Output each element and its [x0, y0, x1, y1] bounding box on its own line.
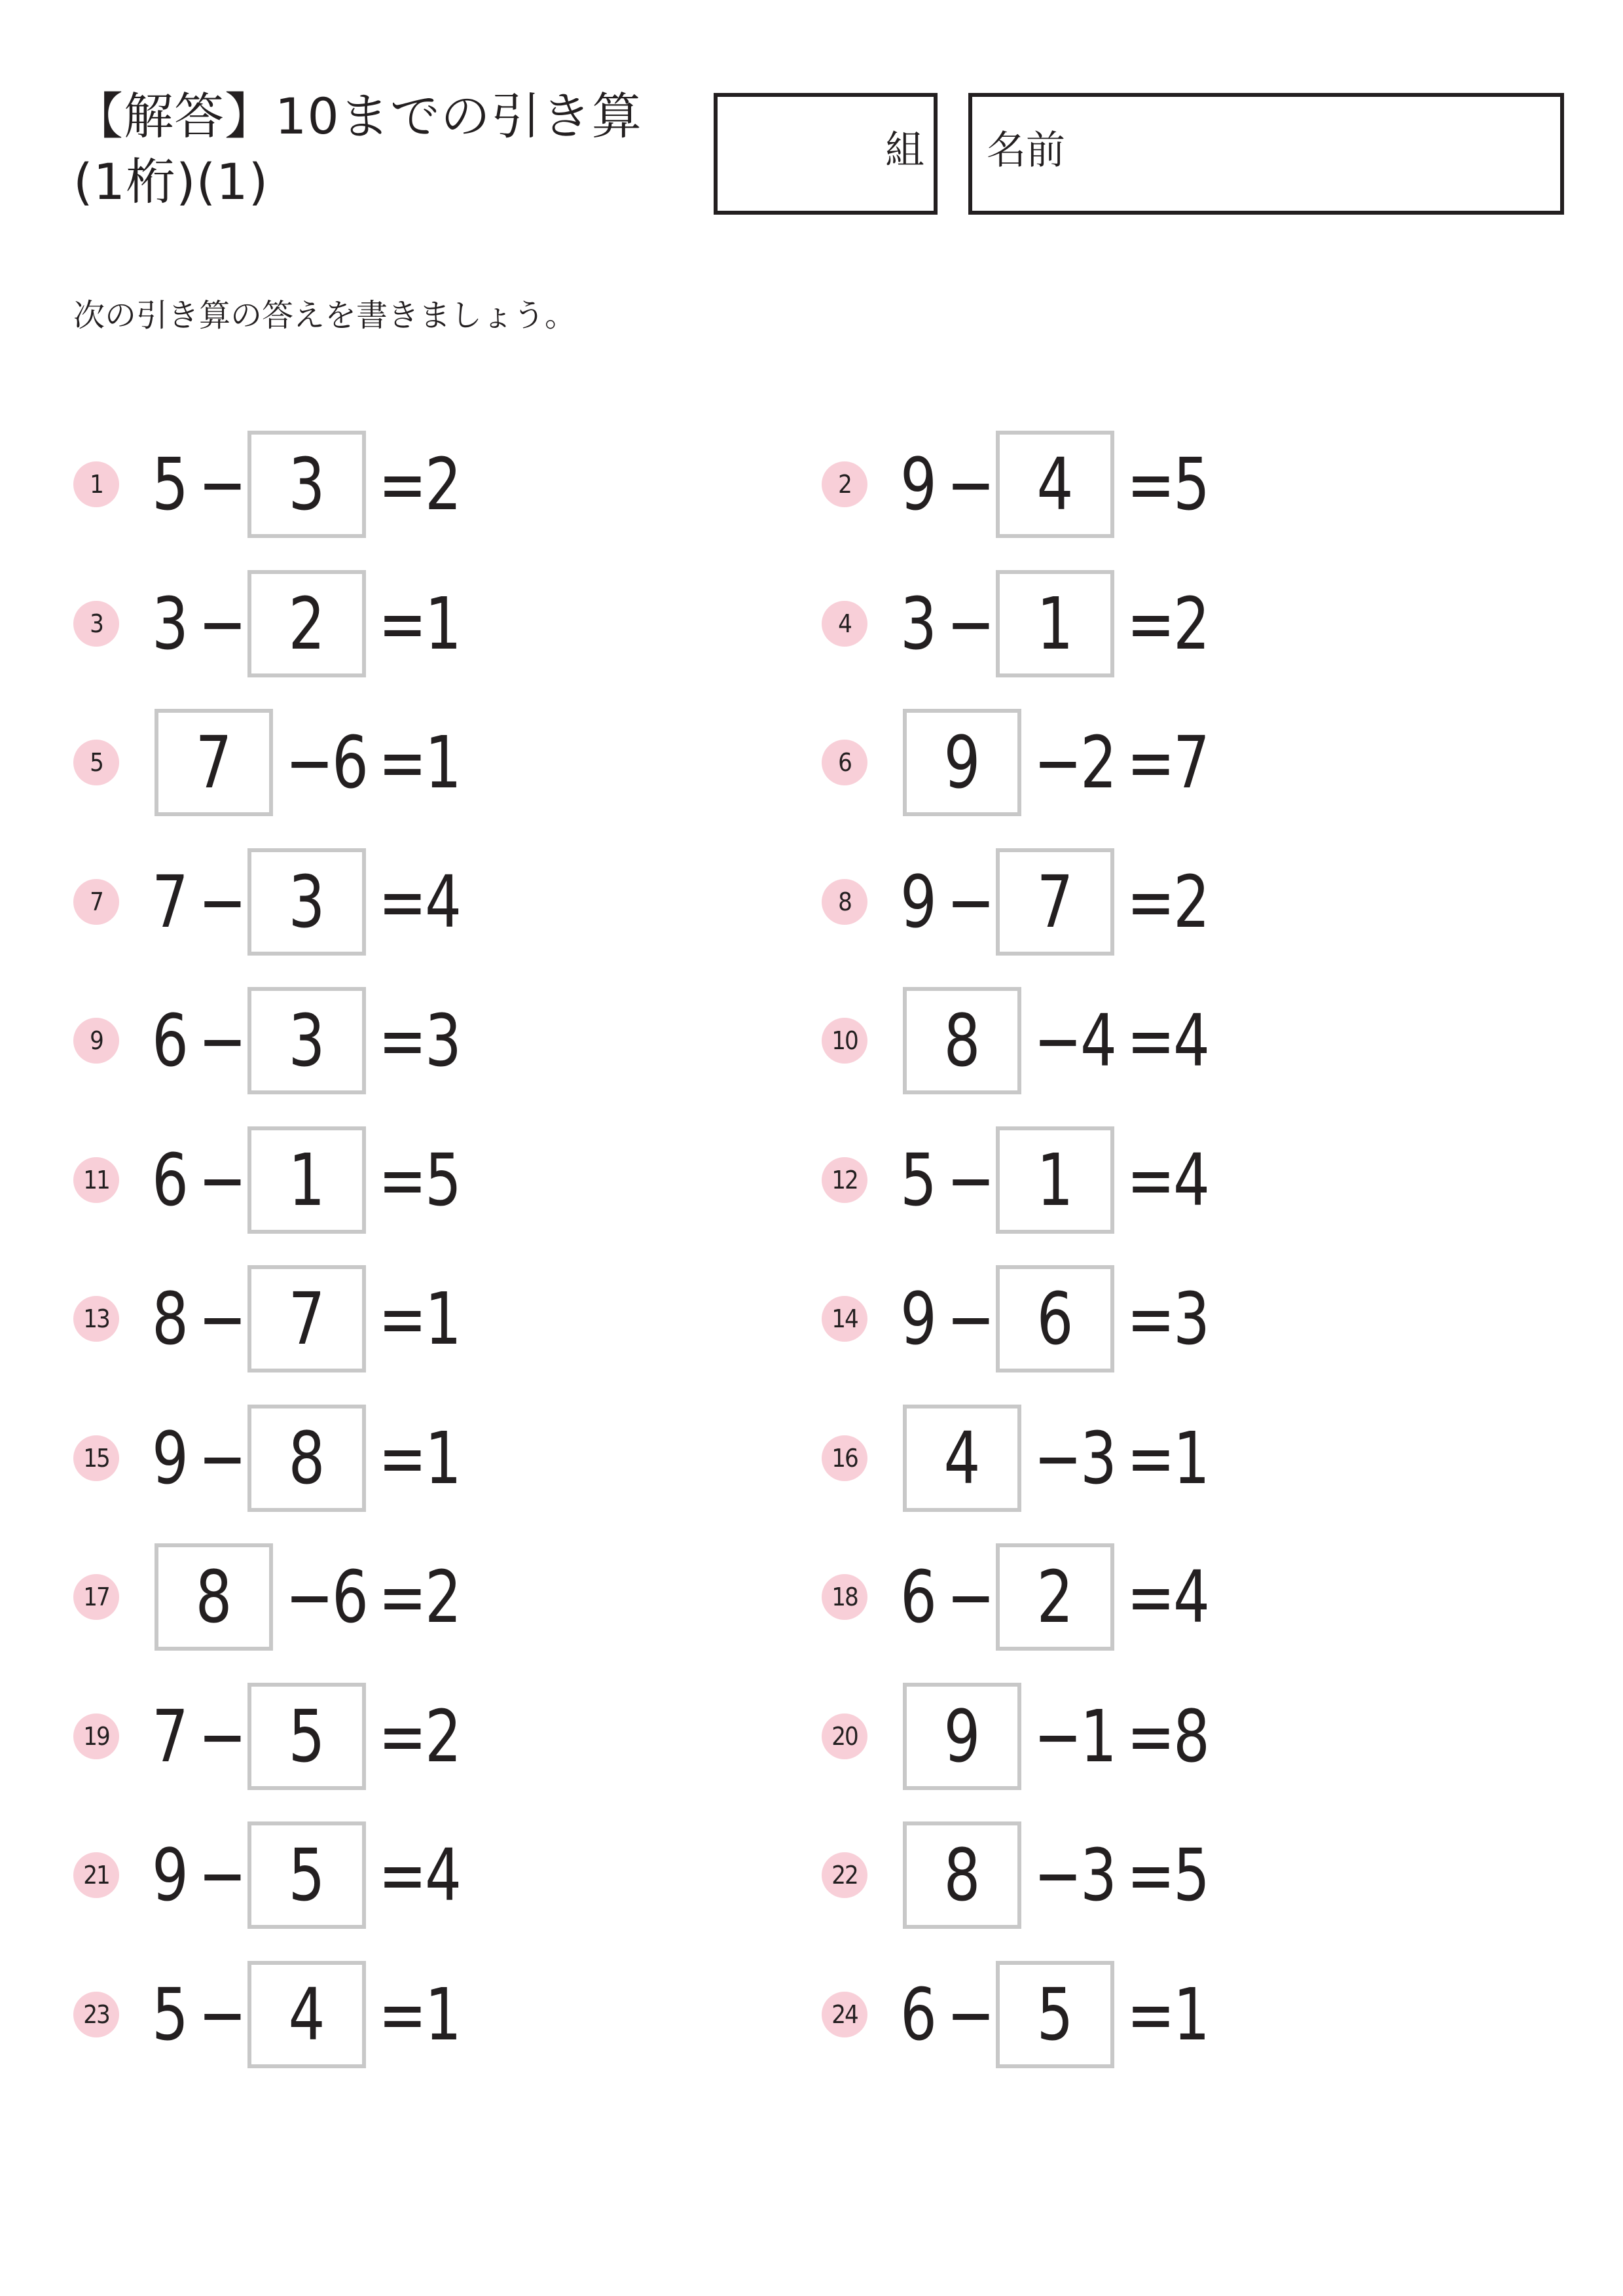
answer-value: 7: [1036, 859, 1074, 944]
problem-number-badge: 24: [822, 1992, 867, 2037]
minus-sign: −: [198, 1416, 247, 1500]
difference: 1: [1173, 1972, 1210, 2056]
answer-value: 5: [288, 1833, 325, 1917]
minus-sign: −: [947, 859, 995, 944]
difference: 4: [1173, 999, 1210, 1083]
minuend: 9: [900, 1277, 937, 1361]
answer-box[interactable]: [903, 1821, 1021, 1929]
equation: [895, 985, 1215, 1096]
equals-sign: =: [378, 1416, 427, 1500]
minus-sign: −: [947, 1138, 995, 1222]
equals-sign: =: [1127, 1972, 1175, 2056]
problem-number-badge: 23: [73, 1992, 119, 2037]
answer-box[interactable]: [247, 848, 366, 956]
answer-box[interactable]: [996, 1961, 1114, 2068]
problem-number-badge: 17: [73, 1574, 119, 1620]
minus-sign: −: [198, 1138, 247, 1222]
difference: 1: [1173, 1416, 1210, 1500]
difference: 3: [1173, 1277, 1210, 1361]
minuend: 6: [900, 1972, 937, 2056]
minus-sign: −: [198, 1277, 247, 1361]
minus-sign: −: [198, 1972, 247, 2056]
difference: 1: [425, 721, 462, 804]
answer-box[interactable]: [247, 1126, 366, 1234]
equation: [147, 1959, 467, 2070]
problem-number-badge: 22: [822, 1852, 867, 1898]
equals-sign: =: [378, 1972, 427, 2056]
minuend: 5: [152, 442, 189, 526]
problem-item: [822, 707, 1411, 818]
minus-sign: −: [1034, 999, 1082, 1083]
problem-number-badge: 18: [822, 1574, 867, 1620]
instruction-text: 次の引き算の答えを書きましょう。: [73, 297, 577, 334]
problem-item: [73, 846, 663, 958]
problem-number-badge: 2: [822, 461, 867, 507]
minuend: 7: [152, 859, 189, 944]
answer-box[interactable]: [247, 1265, 366, 1372]
difference: 2: [1173, 581, 1210, 666]
answer-value: 1: [288, 1138, 325, 1222]
problem-item: [822, 1124, 1411, 1236]
minus-sign: −: [1034, 1416, 1082, 1500]
problem-item: [822, 1959, 1411, 2070]
problem-number-badge: 15: [73, 1435, 119, 1481]
answer-value: 3: [288, 442, 325, 526]
minus-sign: −: [198, 859, 247, 944]
minuend: 3: [900, 581, 937, 666]
answer-value: 1: [1036, 581, 1074, 666]
equals-sign: =: [1127, 1555, 1175, 1639]
answer-value: 5: [288, 1694, 325, 1778]
answer-value: 1: [1036, 1138, 1074, 1222]
equation: [147, 568, 467, 679]
problem-item: [73, 1403, 663, 1514]
title-line-2: (1桁)(1): [73, 152, 269, 211]
equation: [147, 1820, 467, 1931]
answer-value: 5: [1036, 1972, 1074, 2056]
problem-item: [73, 985, 663, 1096]
difference: 7: [1173, 721, 1210, 804]
equals-sign: =: [378, 1833, 427, 1917]
equals-sign: =: [1127, 1277, 1175, 1361]
subtrahend: 3: [1080, 1833, 1117, 1917]
answer-value: 3: [288, 859, 325, 944]
problem-item: [73, 707, 663, 818]
equation: [895, 707, 1215, 818]
minuend: 6: [152, 1138, 189, 1222]
answer-box[interactable]: [155, 709, 273, 816]
answer-box[interactable]: [996, 1543, 1114, 1651]
problem-item: [822, 1541, 1411, 1653]
answer-box[interactable]: [247, 570, 366, 677]
minuend: 3: [152, 581, 189, 666]
equals-sign: =: [378, 581, 427, 666]
difference: 1: [425, 581, 462, 666]
answer-box[interactable]: [155, 1543, 273, 1651]
equation: [147, 1124, 467, 1236]
minus-sign: −: [198, 581, 247, 666]
answer-value: 8: [288, 1416, 325, 1500]
minus-sign: −: [198, 1694, 247, 1778]
equation: [147, 1403, 467, 1514]
equation: [895, 1541, 1215, 1653]
equation: [895, 429, 1215, 540]
minuend: 6: [152, 999, 189, 1083]
minus-sign: −: [947, 1555, 995, 1639]
difference: 2: [425, 442, 462, 526]
answer-value: 8: [943, 1833, 981, 1917]
problem-number-badge: 8: [822, 879, 867, 925]
problem-item: [822, 1403, 1411, 1514]
problem-number-badge: 19: [73, 1713, 119, 1759]
difference: 8: [1173, 1694, 1210, 1778]
problem-number-badge: 3: [73, 601, 119, 647]
problem-number-badge: 14: [822, 1296, 867, 1342]
equals-sign: =: [1127, 999, 1175, 1083]
answer-value: 7: [195, 721, 232, 804]
difference: 2: [425, 1694, 462, 1778]
minus-sign: −: [1034, 721, 1082, 804]
equals-sign: =: [1127, 1833, 1175, 1917]
answer-value: 3: [288, 999, 325, 1083]
problem-number-badge: 10: [822, 1018, 867, 1064]
equals-sign: =: [1127, 1138, 1175, 1222]
problem-item: [822, 429, 1411, 540]
minus-sign: −: [198, 1833, 247, 1917]
minus-sign: −: [947, 1972, 995, 2056]
answer-box[interactable]: [247, 987, 366, 1094]
answer-value: 7: [288, 1277, 325, 1361]
difference: 3: [425, 999, 462, 1083]
answer-box[interactable]: [903, 709, 1021, 816]
equation: [147, 1263, 467, 1374]
problem-number-badge: 4: [822, 601, 867, 647]
equals-sign: =: [1127, 1694, 1175, 1778]
problem-number-badge: 11: [73, 1157, 119, 1203]
answer-value: 9: [943, 721, 981, 804]
equals-sign: =: [378, 999, 427, 1083]
equation: [895, 1959, 1215, 2070]
answer-box[interactable]: [247, 1961, 366, 2068]
answer-box[interactable]: [996, 848, 1114, 956]
difference: 2: [425, 1555, 462, 1639]
answer-value: 4: [1036, 442, 1074, 526]
equation: [895, 1263, 1215, 1374]
minuend: 9: [152, 1833, 189, 1917]
answer-box[interactable]: [996, 431, 1114, 538]
minus-sign: −: [198, 999, 247, 1083]
equation: [895, 1681, 1215, 1792]
equals-sign: =: [378, 442, 427, 526]
difference: 4: [1173, 1555, 1210, 1639]
problem-item: [822, 846, 1411, 958]
problem-item: [73, 1959, 663, 2070]
answer-value: 4: [943, 1416, 981, 1500]
problem-item: [822, 1681, 1411, 1792]
problem-number-badge: 1: [73, 461, 119, 507]
equals-sign: =: [378, 1277, 427, 1361]
problem-item: [822, 568, 1411, 679]
equals-sign: =: [1127, 859, 1175, 944]
problem-item: [73, 1263, 663, 1374]
difference: 1: [425, 1277, 462, 1361]
equals-sign: =: [378, 859, 427, 944]
answer-value: 4: [288, 1972, 325, 2056]
equation: [147, 1681, 467, 1792]
problem-item: [822, 1263, 1411, 1374]
equals-sign: =: [1127, 442, 1175, 526]
equation: [147, 707, 467, 818]
equation: [895, 568, 1215, 679]
equation: [147, 1541, 467, 1653]
problem-item: [73, 1681, 663, 1792]
equation: [895, 1403, 1215, 1514]
answer-box[interactable]: [996, 1126, 1114, 1234]
problem-item: [822, 985, 1411, 1096]
equation: [147, 985, 467, 1096]
equation: [895, 846, 1215, 958]
problem-number-badge: 16: [822, 1435, 867, 1481]
answer-box[interactable]: [247, 431, 366, 538]
answer-box[interactable]: [996, 570, 1114, 677]
equation: [147, 846, 467, 958]
subtrahend: 3: [1080, 1416, 1117, 1500]
minuend: 9: [152, 1416, 189, 1500]
problem-item: [73, 568, 663, 679]
minuend: 9: [900, 859, 937, 944]
answer-value: 9: [943, 1694, 981, 1778]
difference: 5: [425, 1138, 462, 1222]
equals-sign: =: [378, 1555, 427, 1639]
answer-value: 2: [1036, 1555, 1074, 1639]
problem-number-badge: 20: [822, 1713, 867, 1759]
answer-value: 2: [288, 581, 325, 666]
equals-sign: =: [378, 721, 427, 804]
class-label: 組: [885, 128, 924, 173]
subtrahend: 1: [1080, 1694, 1117, 1778]
answer-box[interactable]: [903, 987, 1021, 1094]
problem-number-badge: 6: [822, 740, 867, 785]
title-line-1: 【解答】10までの引き算: [73, 87, 642, 145]
answer-value: 8: [943, 999, 981, 1083]
problem-number-badge: 9: [73, 1018, 119, 1064]
minus-sign: −: [285, 1555, 334, 1639]
answer-box[interactable]: [247, 1405, 366, 1512]
difference: 4: [1173, 1138, 1210, 1222]
problem-number-badge: 5: [73, 740, 119, 785]
problem-number-badge: 7: [73, 879, 119, 925]
equals-sign: =: [378, 1138, 427, 1222]
problem-item: [73, 1541, 663, 1653]
minuend: 5: [152, 1972, 189, 2056]
difference: 5: [1173, 1833, 1210, 1917]
minuend: 9: [900, 442, 937, 526]
difference: 4: [425, 1833, 462, 1917]
answer-box[interactable]: [996, 1265, 1114, 1372]
answer-box[interactable]: [903, 1683, 1021, 1790]
minus-sign: −: [1034, 1694, 1082, 1778]
equation: [895, 1820, 1215, 1931]
subtrahend: 6: [332, 721, 369, 804]
difference: 2: [1173, 859, 1210, 944]
answer-box[interactable]: [247, 1683, 366, 1790]
answer-box[interactable]: [247, 1821, 366, 1929]
minus-sign: −: [947, 581, 995, 666]
equation: [147, 429, 467, 540]
minuend: 7: [152, 1694, 189, 1778]
equation: [895, 1124, 1215, 1236]
problem-number-badge: 13: [73, 1296, 119, 1342]
equals-sign: =: [1127, 581, 1175, 666]
difference: 4: [425, 859, 462, 944]
subtrahend: 2: [1080, 721, 1117, 804]
minuend: 8: [152, 1277, 189, 1361]
subtrahend: 4: [1080, 999, 1117, 1083]
difference: 1: [425, 1416, 462, 1500]
difference: 1: [425, 1972, 462, 2056]
answer-value: 6: [1036, 1277, 1074, 1361]
minus-sign: −: [1034, 1833, 1082, 1917]
minus-sign: −: [198, 442, 247, 526]
difference: 5: [1173, 442, 1210, 526]
problem-number-badge: 12: [822, 1157, 867, 1203]
minuend: 6: [900, 1555, 937, 1639]
minus-sign: −: [947, 1277, 995, 1361]
problem-item: [822, 1820, 1411, 1931]
problem-item: [73, 1820, 663, 1931]
equals-sign: =: [1127, 721, 1175, 804]
answer-value: 8: [195, 1555, 232, 1639]
subtrahend: 6: [332, 1555, 369, 1639]
equals-sign: =: [1127, 1416, 1175, 1500]
problem-item: [73, 429, 663, 540]
name-label: 名前: [987, 128, 1065, 173]
answer-box[interactable]: [903, 1405, 1021, 1512]
minus-sign: −: [285, 721, 334, 804]
equals-sign: =: [378, 1694, 427, 1778]
minuend: 5: [900, 1138, 937, 1222]
minus-sign: −: [947, 442, 995, 526]
problem-item: [73, 1124, 663, 1236]
problem-number-badge: 21: [73, 1852, 119, 1898]
